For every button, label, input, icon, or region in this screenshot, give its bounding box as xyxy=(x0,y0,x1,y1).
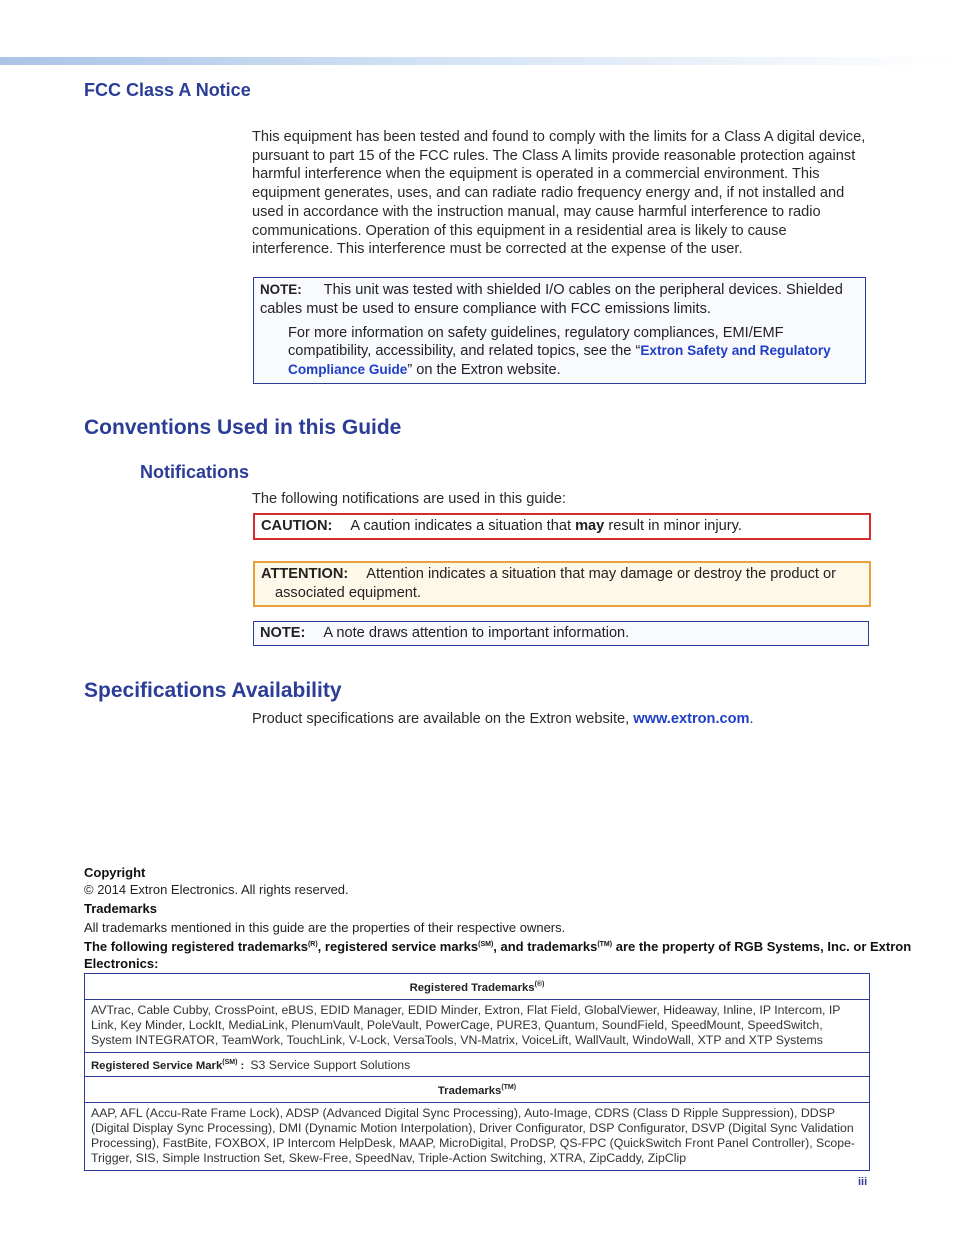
attention-box xyxy=(253,561,871,607)
note-line-2-post: ” on the Extron website. xyxy=(407,362,561,379)
note-line-1: This unit was tested with shielded I/O cables on the peripheral devices. Shielded cables must be used to ensure compliance with FCC emissions limits. xyxy=(260,282,843,317)
fcc-note-box xyxy=(253,277,866,384)
trademark-table xyxy=(84,973,870,1171)
specifications-text xyxy=(252,710,867,729)
registered-trademarks-list: AVTrac, Cable Cubby, CrossPoint, eBUS, EDID Manager, EDID Minder, Extron, Flat Field, GlobalViewer, Hideaway, Inline, IP Intercom, IP Link, Key Minder, LockIt, MediaLink, PlenumVault, PoleVault, PowerCage, PURE3, Quantum, SoundField, SpeedMount, SpeedSwitch, System INTEGRATOR, TeamWork, TouchLink, V-Lock, VersaTools, VN-Matrix, VoiceLift, WallVault, WindoWall, XTP and XTP Systems xyxy=(85,1000,870,1053)
safety-guide-link[interactable]: Extron Safety and Regulatory Compliance Guide xyxy=(288,343,831,378)
caution-text: A caution indicates a situation that xyxy=(350,518,576,534)
trademarks-header: Trademarks$^{(TM)}$ xyxy=(85,1077,870,1103)
notifications-intro: The following notifications are used in this guide: xyxy=(252,491,566,507)
specifications-heading: Specifications Availability xyxy=(84,679,342,702)
copyright-heading: Copyright xyxy=(84,865,146,880)
caution-emphasis: may xyxy=(575,518,605,534)
attention-text: Attention indicates a situation that may damage or destroy the product or associated equipment. xyxy=(275,566,836,601)
trademarks-list: AAP, AFL (Accu-Rate Frame Lock), ADSP (Advanced Digital Sync Processing), Auto-Image, CDRS (Class D Ripple Suppression), DDSP (Digital Display Sync Processing), DMI (Dynamic Motion Interpolation), Driver Configurator, DSP Configurator, DSVP (Digital Sync Validation Processing), FastBite, FOXBOX, IP Intercom HelpDesk, MAAP, MicroDigital, ProDSP, QS-FPC (QuickSwitch Front Panel Controller), Scope-Trigger, SIS, Simple Instruction Set, Skew-Free, SpeedNav, Triple-Action Switching, XTRA, ZipCaddy, ZipClip xyxy=(85,1103,870,1171)
copyright-text: © 2014 Extron Electronics. All rights reserved. xyxy=(84,882,349,897)
caution-text-end: result in minor injury. xyxy=(604,518,742,534)
registered-trademarks-header: Registered Trademarks(®) xyxy=(85,974,870,1000)
extron-website-link[interactable]: www.extron.com xyxy=(633,711,750,727)
note-line-2-pre: For more information on safety guidelines, regulatory compliances, EMI/EMF compatibility, accessibility, and related topics, see the “ xyxy=(288,324,784,360)
note-box xyxy=(253,621,869,646)
header-gradient-bar xyxy=(0,57,954,65)
attention-label: ATTENTION: xyxy=(261,566,349,582)
trademarks-text: All trademarks mentioned in this guide are the properties of their respective owners. xyxy=(84,920,566,935)
note-text: A note draws attention to important information. xyxy=(323,625,630,641)
spec-text-pre: Product specifications are available on the Extron website, xyxy=(252,711,634,727)
trademarks-ownership: The following registered trademarks$^{(R)}$, registered service marks$^{(SM)}$, and trademarks$^{(TM)}$ are the property of RGB Systems, Inc. or Extron Electronics: xyxy=(84,939,912,971)
conventions-heading: Conventions Used in this Guide xyxy=(84,416,402,439)
notifications-heading: Notifications xyxy=(140,462,250,482)
spec-text-post: . xyxy=(749,711,754,727)
note-label: NOTE: xyxy=(260,282,302,297)
note-label-2: NOTE: xyxy=(260,625,306,641)
page-number: iii xyxy=(858,1176,868,1188)
fcc-heading: FCC Class A Notice xyxy=(84,80,251,100)
copyright-section xyxy=(84,864,954,972)
trademarks-heading: Trademarks xyxy=(84,901,157,916)
registered-service-mark-row: Registered Service Mark$^{(SM)}$ : S3 Service Support Solutions xyxy=(85,1053,870,1077)
caution-label: CAUTION: xyxy=(261,518,333,534)
caution-box xyxy=(253,513,871,540)
fcc-body: This equipment has been tested and found to comply with the limits for a Class A digital device, pursuant to part 15 of the FCC rules. The Class A limits provide reasonable protection against harmful interference when the equipment is operated in a commercial environment. This equipment generates, uses, and can radiate radio frequency energy and, if not installed and used in accordance with the instruction manual, may cause harmful interference to radio communications. Operation of this equipment in a residential area is likely to cause interference. This interference must be corrected at the expense of the user. xyxy=(252,129,866,258)
